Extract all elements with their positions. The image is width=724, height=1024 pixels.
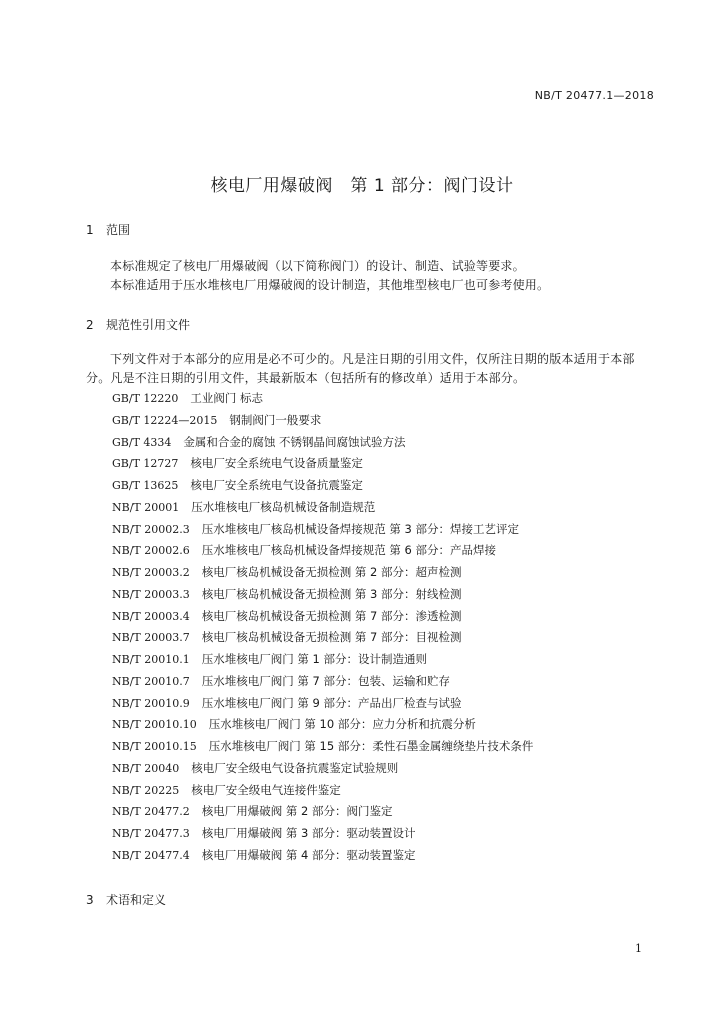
- reference-code: GB/T 13625: [112, 479, 179, 492]
- standard-code: NB/T 20477.1—2018: [534, 89, 654, 102]
- reference-code: NB/T 20003.7: [112, 631, 190, 645]
- reference-title: 压水堆核电厂阀门 第 1 部分：设计制造通则: [201, 652, 428, 666]
- reference-item: [112, 432, 533, 454]
- section-title: 术语和定义: [106, 893, 167, 907]
- reference-item: [112, 627, 533, 649]
- reference-code: NB/T 20001: [112, 500, 180, 514]
- document-title: 核电厂用爆破阀 第 1 部分：阀门设计: [210, 176, 514, 197]
- section-number: 2: [86, 318, 94, 332]
- reference-item: [112, 693, 533, 715]
- reference-code: NB/T 20010.10: [112, 718, 197, 732]
- reference-title: 钢制阀门一般要求: [229, 412, 322, 427]
- reference-title: 压水堆核电厂阀门 第 10 部分：应力分析和抗震分析: [208, 717, 476, 732]
- reference-title: 压水堆核电厂阀门 第 9 部分：产品出厂检查与试验: [201, 695, 462, 710]
- reference-title: 核电厂核岛机械设备无损检测 第 2 部分：超声检测: [201, 565, 462, 579]
- reference-title: 压水堆核电厂核岛机械设备焊接规范 第 6 部分：产品焊接: [201, 543, 497, 558]
- reference-title: 工业阀门 标志: [190, 391, 264, 405]
- reference-item: [112, 649, 533, 671]
- reference-title: 核电厂安全级电气连接件鉴定: [191, 782, 341, 797]
- reference-item: [112, 453, 533, 475]
- reference-code: NB/T 20002.3: [112, 522, 190, 536]
- reference-title: 核电厂核岛机械设备无损检测 第 7 部分：渗透检测: [201, 608, 462, 623]
- reference-title: 压水堆核电厂阀门 第 15 部分：柔性石墨金属缠绕垫片技术条件: [208, 739, 534, 753]
- reference-item: [112, 714, 533, 736]
- reference-code: NB/T 20002.6: [112, 544, 190, 558]
- section-1-heading: [86, 221, 130, 238]
- reference-item: [112, 584, 533, 606]
- page-number: 1: [635, 942, 642, 955]
- reference-item: [112, 758, 533, 780]
- section-3-heading: [86, 891, 166, 908]
- reference-item: [112, 562, 533, 584]
- reference-item: [112, 410, 533, 432]
- reference-code: NB/T 20003.2: [112, 566, 190, 579]
- reference-code: NB/T 20010.9: [112, 696, 190, 710]
- reference-code: GB/T 12220: [112, 392, 179, 405]
- reference-title: 核电厂用爆破阀 第 3 部分：驱动装置设计: [201, 826, 416, 840]
- reference-title: 压水堆核电厂核岛机械设备制造规范: [191, 499, 376, 514]
- reference-title: 核电厂核岛机械设备无损检测 第 7 部分：目视检测: [201, 630, 462, 645]
- reference-code: NB/T 20010.15: [112, 740, 197, 753]
- reference-item: [112, 801, 533, 823]
- reference-title: 核电厂安全系统电气设备抗震鉴定: [190, 478, 363, 492]
- reference-title: 金属和合金的腐蚀 不锈钢晶间腐蚀试验方法: [183, 434, 406, 449]
- reference-item: [112, 606, 533, 628]
- reference-code: NB/T 20003.4: [112, 609, 190, 623]
- reference-item: [112, 845, 533, 867]
- reference-item: [112, 497, 533, 519]
- reference-item: [112, 388, 533, 410]
- reference-title: 核电厂用爆破阀 第 2 部分：阀门鉴定: [201, 804, 393, 819]
- reference-code: NB/T 20040: [112, 761, 180, 775]
- reference-code: NB/T 20477.3: [112, 827, 190, 840]
- reference-item: [112, 540, 533, 562]
- reference-title: 核电厂安全级电气设备抗震鉴定试验规则: [191, 760, 399, 775]
- reference-code: NB/T 20010.7: [112, 674, 190, 688]
- reference-code: NB/T 20477.4: [112, 848, 190, 862]
- reference-item: [112, 671, 533, 693]
- reference-code: NB/T 20225: [112, 783, 180, 797]
- reference-list: [112, 388, 533, 867]
- reference-item: [112, 736, 533, 758]
- reference-title: 核电厂安全系统电气设备质量鉴定: [190, 456, 363, 471]
- reference-item: [112, 823, 533, 845]
- section-2-heading: [86, 316, 190, 333]
- reference-code: NB/T 20003.3: [112, 587, 190, 601]
- reference-code: GB/T 12224—2015: [112, 413, 218, 427]
- reference-code: NB/T 20010.1: [112, 653, 190, 666]
- section-number: 1: [86, 223, 94, 237]
- section-title: 规范性引用文件: [106, 318, 191, 332]
- section-title: 范围: [106, 223, 131, 237]
- reference-item: [112, 780, 533, 802]
- reference-code: GB/T 4334: [112, 435, 172, 449]
- normative-references-intro: 下列文件对于本部分的应用是必不可少的。凡是注日期的引用文件，仅所注日期的版本适用于本部分。凡是不注日期的引用文件，其最新版本（包括所有的修改单）适用于本部分。: [86, 352, 635, 385]
- reference-title: 核电厂核岛机械设备无损检测 第 3 部分：射线检测: [201, 586, 462, 601]
- reference-title: 核电厂用爆破阀 第 4 部分：驱动装置鉴定: [201, 847, 416, 862]
- reference-item: [112, 519, 533, 541]
- section-number: 3: [86, 893, 94, 907]
- reference-item: [112, 475, 533, 497]
- reference-title: 压水堆核电厂阀门 第 7 部分：包装、运输和贮存: [201, 673, 451, 688]
- reference-code: NB/T 20477.2: [112, 805, 190, 819]
- reference-code: GB/T 12727: [112, 457, 179, 471]
- scope-paragraph-2: 本标准适用于压水堆核电厂用爆破阀的设计制造，其他堆型核电厂也可参考使用。: [110, 278, 550, 292]
- reference-title: 压水堆核电厂核岛机械设备焊接规范 第 3 部分：焊接工艺评定: [201, 521, 520, 536]
- scope-paragraph-1: 本标准规定了核电厂用爆破阀（以下简称阀门）的设计、制造、试验等要求。: [110, 259, 525, 273]
